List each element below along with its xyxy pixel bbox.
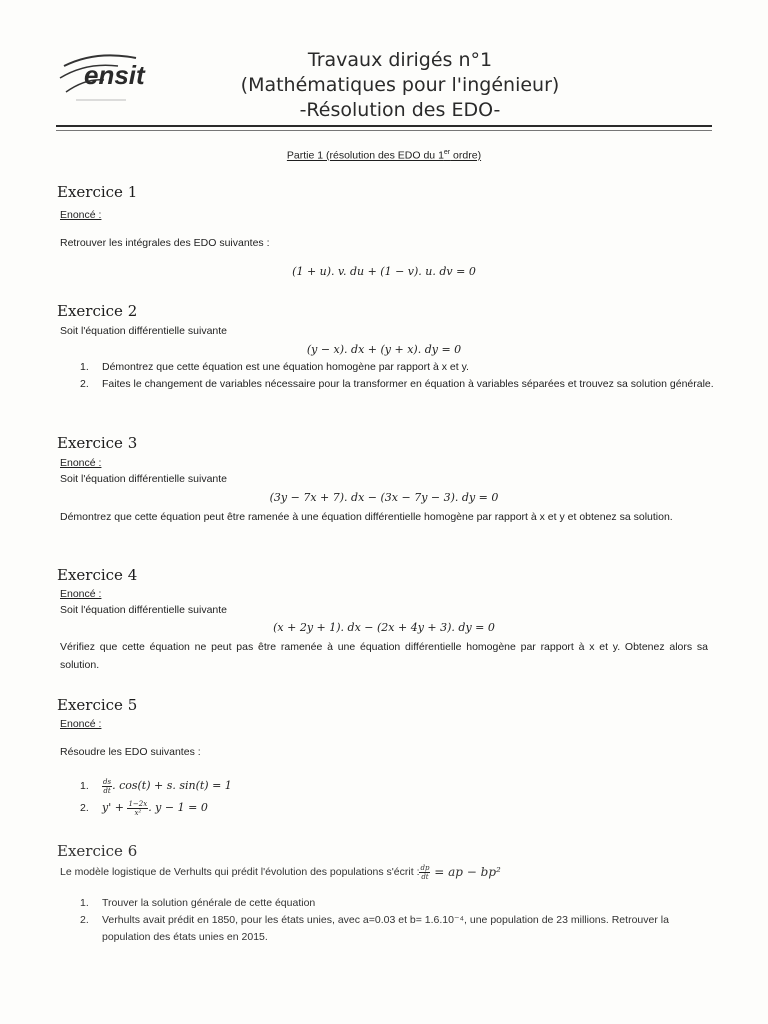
list-item	[80, 797, 720, 819]
document-title	[200, 48, 600, 123]
exercise-5-list	[80, 775, 720, 819]
item-text: Démontrez que cette équation est une équation homogène par rapport à x et y.	[102, 361, 469, 373]
item-number: 1.	[80, 779, 89, 792]
item-number: 2.	[80, 801, 89, 814]
exercise-3-title: Exercice 3	[57, 434, 138, 452]
exercise-6-intro: Le modèle logistique de Verhults qui prédit l'évolution des populations s'écrit :	[60, 865, 420, 878]
exercise-2-list	[80, 359, 720, 393]
equation-rest: . cos(t) + s. sin(t) = 1	[112, 779, 232, 793]
item-text: Faites le changement de variables nécessaire pour la transformer en équation à variables séparées et trouvez sa solution générale.	[102, 378, 714, 390]
title-line-2: (Mathématiques pour l'ingénieur)	[240, 74, 560, 96]
item-text: Verhults avait prédit en 1850, pour les états unies, avec a=0.03 et b= 1.6.10⁻⁴, une population de 23 millions. Retrouver la population des états unies en 2015.	[102, 914, 669, 943]
exercise-3-enonce: Enoncé :	[60, 457, 102, 469]
header-rule	[56, 125, 712, 127]
exercise-2-intro: Soit l'équation différentielle suivante	[60, 325, 228, 337]
list-item	[80, 376, 720, 393]
exercise-4-text: Vérifiez que cette équation ne peut pas être ramenée à une équation différentielle homogène par rapport à x et y. Obtenez alors sa solution.	[60, 641, 708, 671]
item-number: 1.	[80, 897, 89, 909]
exercise-6-intro-line	[60, 860, 501, 884]
list-item	[80, 895, 720, 912]
item-number: 1.	[80, 361, 89, 373]
list-item	[80, 775, 720, 797]
title-line-3: -Résolution des EDO-	[299, 99, 501, 121]
section-heading	[0, 149, 768, 162]
partie-text: Partie 1 (résolution des EDO du 1	[286, 149, 444, 162]
logo-text: ensit	[84, 60, 145, 90]
header-rule-thin	[56, 130, 712, 131]
exercise-6-title: Exercice 6	[57, 842, 138, 860]
fraction	[419, 864, 430, 881]
partie-sup: er	[443, 149, 451, 156]
exercise-2-title: Exercice 2	[57, 302, 138, 320]
list-item	[80, 359, 720, 376]
fraction	[127, 800, 148, 817]
partie-tail: ordre)	[450, 149, 482, 162]
fraction-denominator: dt	[103, 786, 111, 795]
exercise-3-intro: Soit l'équation différentielle suivante	[60, 473, 228, 485]
fraction-denominator: dt	[421, 872, 429, 881]
exercise-1-enonce: Enoncé :	[60, 209, 102, 221]
exercise-3-text: Démontrez que cette équation peut être ramenée à une équation différentielle homogène par rapport à x et y et obtenez sa solution.	[60, 511, 673, 523]
list-item	[80, 912, 720, 946]
equation-rest: = ap − bp²	[430, 864, 501, 879]
exercise-4-intro: Soit l'équation différentielle suivante	[60, 604, 228, 616]
exercise-1-intro: Retrouver les intégrales des EDO suivantes :	[60, 237, 270, 249]
fraction-numerator: ds	[103, 777, 112, 786]
fraction-numerator: 1−2x	[128, 799, 148, 808]
equation-pre: y' +	[102, 801, 128, 815]
item-number: 2.	[80, 378, 89, 390]
fraction	[102, 778, 112, 795]
exercise-2-equation: (y − x). dx + (y + x). dy = 0	[306, 343, 462, 356]
fraction-numerator: dp	[420, 863, 430, 872]
exercise-1-title: Exercice 1	[57, 183, 138, 201]
exercise-5-title: Exercice 5	[57, 696, 138, 714]
exercise-4-enonce: Enoncé :	[60, 588, 102, 600]
exercise-5-enonce: Enoncé :	[60, 718, 102, 730]
item-text: Trouver la solution générale de cette équation	[102, 897, 316, 909]
item-number: 2.	[80, 914, 89, 926]
exercise-3-equation: (3y − 7x + 7). dx − (3x − 7y − 3). dy = 0	[269, 491, 499, 504]
fraction-denominator: x²	[134, 808, 142, 817]
exercise-6-list	[80, 895, 720, 946]
exercise-1-equation: (1 + u). v. du + (1 − v). u. dv = 0	[292, 265, 476, 278]
exercise-4-equation: (x + 2y + 1). dx − (2x + 4y + 3). dy = 0	[273, 621, 495, 634]
title-line-1: Travaux dirigés n°1	[307, 49, 493, 71]
equation-rest: . y − 1 = 0	[148, 801, 208, 815]
exercise-5-intro: Résoudre les EDO suivantes :	[60, 746, 201, 758]
ensit-logo	[56, 48, 176, 108]
exercise-4-title: Exercice 4	[57, 566, 138, 584]
